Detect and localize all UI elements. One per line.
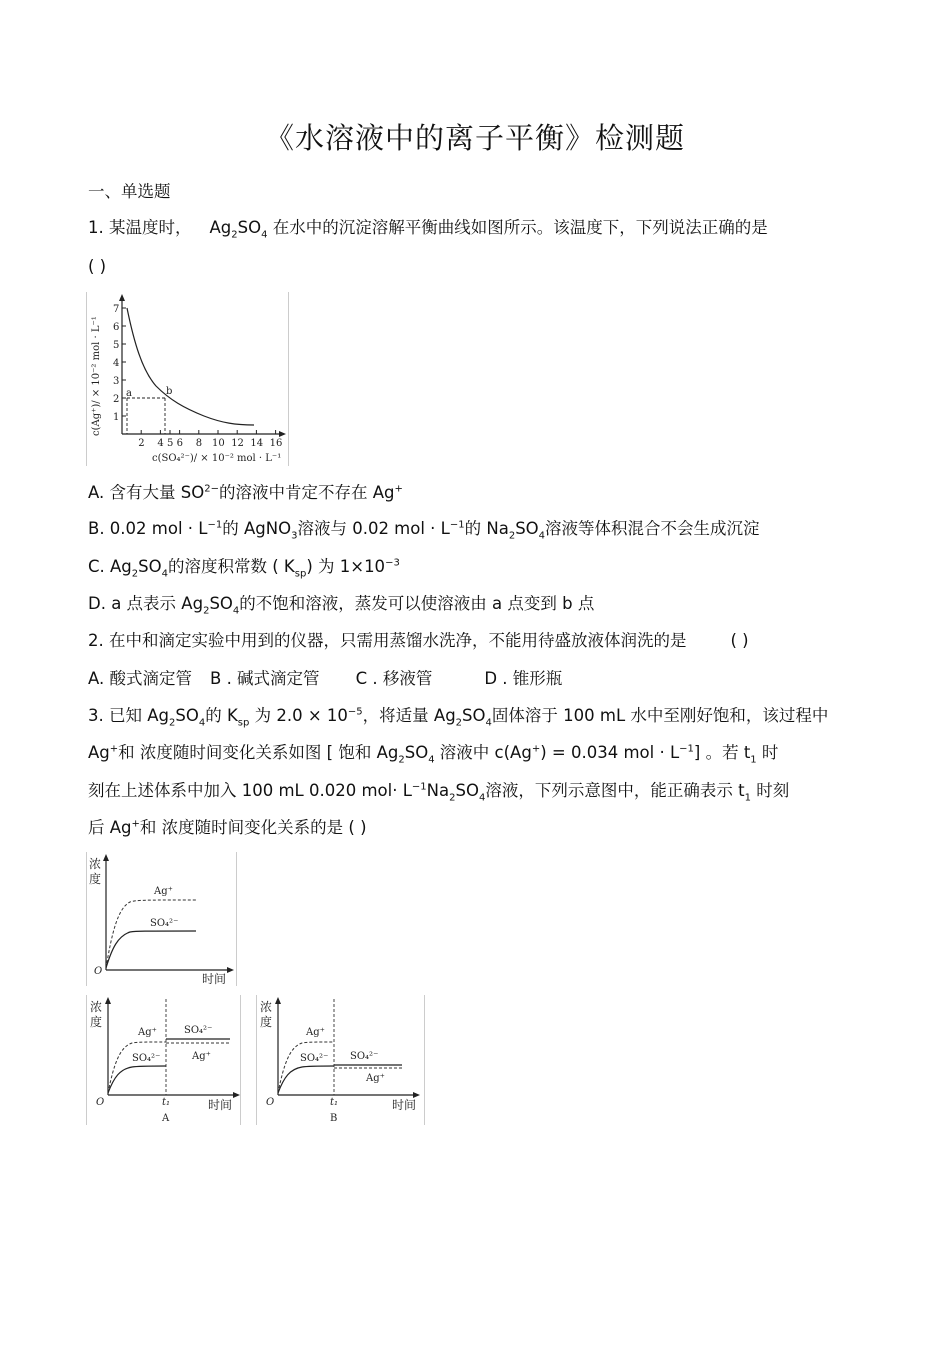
figure-b-caption: B xyxy=(330,1113,338,1124)
svg-text:时间: 时间 xyxy=(202,972,227,986)
so4-label: SO₄²⁻ xyxy=(150,918,179,929)
q1-option-d: D. a 点表示 $Ag_2SO_4$的不饱和溶液，蒸发可以使溶液由 a 点变到 b 点 xyxy=(88,594,595,617)
y-tick-label: 4 xyxy=(113,358,120,369)
y-axis-label: c(Ag⁺)/ × 10⁻² mol · L⁻¹ xyxy=(91,316,102,436)
q2-option-c: C . 移液管 xyxy=(355,669,433,688)
q3-line-4: 后 Ag+和 浓度随时间变化关系的是 ( ) xyxy=(88,818,367,837)
x-tick-label: 2 xyxy=(138,438,145,449)
q2-options xyxy=(88,668,562,690)
q3-saturation-figure xyxy=(86,852,238,986)
q2-option-b: B . 碱式滴定管 xyxy=(210,669,320,688)
section-heading: 一、单选题 xyxy=(88,182,171,201)
q3-option-b-figure xyxy=(256,995,426,1125)
q2-option-a: A. 酸式滴定管 xyxy=(88,669,192,688)
q3-option-a-figure xyxy=(86,995,242,1125)
svg-text:t₁: t₁ xyxy=(330,1097,339,1108)
svg-text:O: O xyxy=(266,1097,275,1108)
svg-text:浓: 浓 xyxy=(260,1000,273,1014)
svg-text:时间: 时间 xyxy=(392,1098,417,1112)
y-tick-label: 5 xyxy=(113,340,120,351)
q2-option-d: D . 锥形瓶 xyxy=(484,669,563,688)
svg-text:浓: 浓 xyxy=(90,1000,103,1014)
figure-a-caption: A xyxy=(162,1113,170,1124)
q1-option-b: B. 0.02 mol · $L^{-1}$的 AgNO$_3$溶液与 0.02 mol · $L^{-1}$的 $Na_2SO_4$溶液等体积混合不会生成沉淀 xyxy=(88,519,760,542)
x-tick-label: 12 xyxy=(231,438,244,449)
x-tick-label: 4 xyxy=(157,438,164,449)
q3-line-2: Ag+和 浓度随时间变化关系如图 [ 饱和 $Ag_2SO_4$ 溶液中 c(Ag+) = 0.034 mol · $L^{-1}$] 。若 $t_1$ 时 xyxy=(88,743,779,766)
document-title: 《水溶液中的离子平衡》检测题 xyxy=(264,121,685,155)
x-tick-label: 10 xyxy=(212,438,225,449)
q1-stem: 1. 某温度时， $Ag_2SO_4$ 在水中的沉淀溶解平衡曲线如图所示。该温度下，下列说法正确的是 xyxy=(88,218,768,241)
y-tick-label: 7 xyxy=(113,304,120,315)
svg-text:SO₄²⁻: SO₄²⁻ xyxy=(300,1053,329,1064)
svg-text:Ag⁺: Ag⁺ xyxy=(138,1027,157,1038)
y-tick-label: 1 xyxy=(113,412,120,423)
svg-text:SO₄²⁻: SO₄²⁻ xyxy=(350,1051,379,1062)
x-tick-label: 14 xyxy=(250,438,264,449)
svg-text:Ag⁺: Ag⁺ xyxy=(192,1051,211,1062)
point-b-label: b xyxy=(166,386,173,397)
svg-text:Ag⁺: Ag⁺ xyxy=(366,1073,385,1084)
point-a-label: a xyxy=(126,388,132,399)
svg-text:时间: 时间 xyxy=(208,1098,233,1112)
svg-text:度: 度 xyxy=(89,872,102,886)
q2-stem: 2. 在中和滴定实验中用到的仪器，只需用蒸馏水洗净，不能用待盛放液体润洗的是 ( ) xyxy=(88,631,749,650)
ag-label: Ag⁺ xyxy=(154,886,173,897)
q3-line-3: 刻在上述体系中加入 100 mL 0.020 $mol\cdot L^{-1}Na_2SO_4$溶液，下列示意图中，能正确表示 $t_1$ 时刻 xyxy=(88,781,790,804)
svg-text:SO₄²⁻: SO₄²⁻ xyxy=(132,1053,161,1064)
q3-line-1: 3. 已知 $Ag_2SO_4$的 $K_{sp}$ 为 $2.0 \times 10^{-5}$，将适量 $Ag_2SO_4$固体溶于 100 mL 水中至刚好饱和，该过程中 xyxy=(88,706,829,729)
q1-option-c: C. $Ag_2SO_4$的溶度积常数 ( $K_{sp}$) 为 $1\times 10^{-3}$ xyxy=(88,557,400,580)
svg-text:O: O xyxy=(96,1097,105,1108)
svg-text:度: 度 xyxy=(90,1015,103,1029)
svg-text:度: 度 xyxy=(260,1015,273,1029)
x-tick-label: 6 xyxy=(176,438,183,449)
x-axis-label: c(SO₄²⁻)/ × 10⁻² mol · L⁻¹ xyxy=(152,453,282,464)
svg-text:Ag⁺: Ag⁺ xyxy=(306,1027,325,1038)
y-tick-label: 3 xyxy=(113,376,120,387)
x-tick-label: 5 xyxy=(167,438,174,449)
svg-text:t₁: t₁ xyxy=(162,1097,171,1108)
y-tick-label: 2 xyxy=(113,394,120,405)
q1-solubility-curve-figure xyxy=(86,292,290,466)
svg-text:O: O xyxy=(94,966,103,977)
q1-option-a: A. 含有大量 $SO^{2-}$的溶液中肯定不存在 Ag+ xyxy=(88,483,403,502)
x-tick-label: 8 xyxy=(195,438,203,449)
x-tick-label: 16 xyxy=(269,438,283,449)
svg-text:SO₄²⁻: SO₄²⁻ xyxy=(184,1025,213,1036)
svg-text:浓: 浓 xyxy=(89,857,102,871)
q1-answer-paren: ( ) xyxy=(88,257,107,276)
y-tick-label: 6 xyxy=(113,322,120,333)
